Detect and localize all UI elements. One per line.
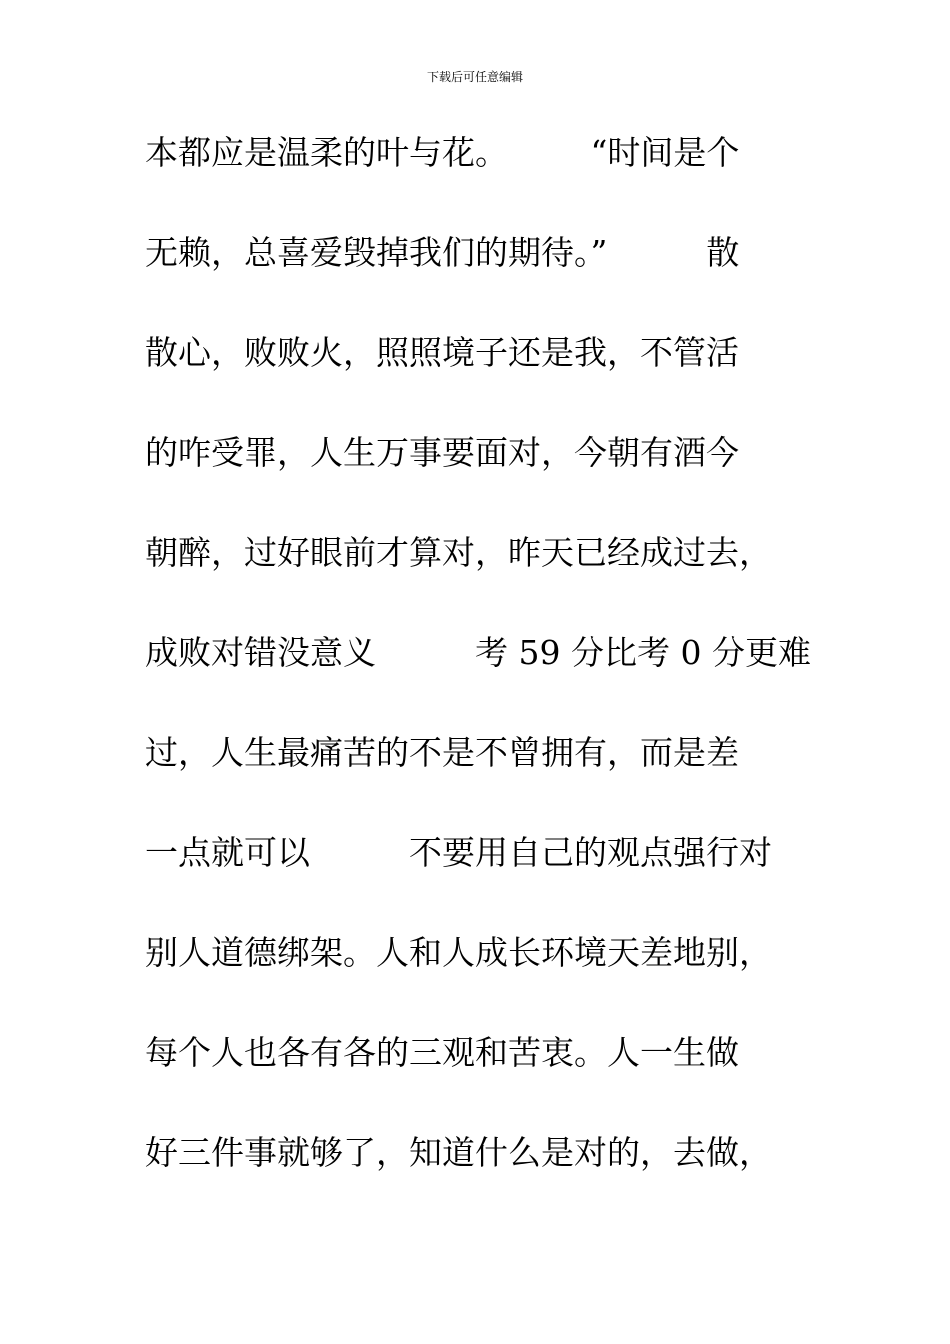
- text-line: 本都应是温柔的叶与花。 “时间是个: [145, 133, 740, 172]
- text-line: 过，人生最痛苦的不是不曾拥有，而是差: [145, 733, 739, 772]
- text-line: 朝醉，过好眼前才算对，昨天已经成过去，: [145, 533, 772, 572]
- text-line: 好三件事就够了，知道什么是对的，去做，: [145, 1133, 772, 1172]
- text-line: 散心，败败火，照照境子还是我，不管活: [145, 333, 739, 372]
- text-line: 别人道德绑架。人和人成长环境天差地别，: [145, 933, 772, 972]
- text-line: 无赖，总喜爱毁掉我们的期待。” 散: [145, 233, 740, 272]
- text-line: 的咋受罪，人生万事要面对，今朝有酒今: [145, 433, 739, 472]
- body-text: [145, 125, 811, 1225]
- page-header: 下载后可任意编辑: [426, 70, 523, 84]
- text-line: 成败对错没意义 考 59 分比考 0 分更难: [145, 633, 811, 672]
- text-line: 一点就可以 不要用自己的观点强行对: [145, 833, 772, 872]
- text-line: 每个人也各有各的三观和苦衷。人一生做: [145, 1033, 739, 1072]
